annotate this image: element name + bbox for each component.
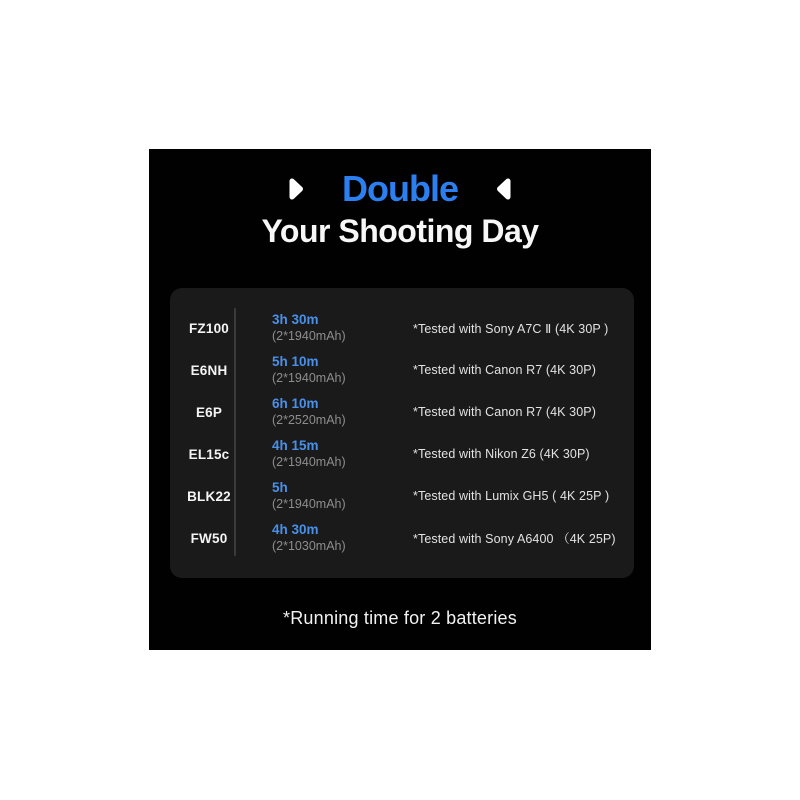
tested-note: *Tested with Sony A7C Ⅱ (4K 30P ): [413, 321, 609, 336]
pointer-right-icon: [288, 177, 304, 201]
runtime-table-panel: [170, 288, 634, 578]
runtime-value: 4h 30m: [272, 522, 319, 538]
column-divider: [234, 308, 236, 556]
battery-capacity: (2*1940mAh): [272, 328, 346, 343]
page-title: Your Shooting Day: [261, 213, 539, 249]
title-highlight: Double: [342, 168, 458, 209]
table-row: [170, 433, 634, 475]
promo-card: [149, 149, 651, 650]
title-row: [149, 168, 651, 209]
runtime-value: 3h 30m: [272, 312, 319, 328]
footnote: *Running time for 2 batteries: [283, 608, 517, 628]
runtime-value: 5h: [272, 480, 288, 496]
battery-model: FZ100: [188, 320, 230, 336]
runtime-cell: [234, 522, 413, 553]
table-row: [170, 391, 634, 433]
battery-model: EL15c: [188, 446, 230, 462]
tested-note: *Tested with Nikon Z6 (4K 30P): [413, 447, 590, 461]
table-row: [170, 307, 634, 349]
runtime-cell: [234, 312, 413, 343]
runtime-value: 6h 10m: [272, 396, 319, 412]
battery-model: FW50: [190, 530, 228, 546]
runtime-value: 4h 15m: [272, 438, 319, 454]
runtime-cell: [234, 480, 413, 511]
runtime-cell: [234, 354, 413, 385]
battery-model: E6P: [195, 404, 223, 420]
battery-model: E6NH: [190, 362, 228, 378]
battery-capacity: (2*1940mAh): [272, 454, 346, 469]
battery-capacity: (2*1030mAh): [272, 538, 346, 553]
table-row: [170, 475, 634, 517]
battery-capacity: (2*1940mAh): [272, 370, 346, 385]
battery-capacity: (2*1940mAh): [272, 496, 346, 511]
tested-note: *Tested with Canon R7 (4K 30P): [413, 405, 596, 419]
runtime-value: 5h 10m: [272, 354, 319, 370]
runtime-cell: [234, 396, 413, 427]
battery-capacity: (2*2520mAh): [272, 412, 346, 427]
runtime-cell: [234, 438, 413, 469]
table-row: [170, 517, 634, 559]
tested-note: *Tested with Lumix GH5 ( 4K 25P ): [413, 489, 610, 503]
tested-note: *Tested with Sony A6400 （4K 25P): [413, 532, 616, 546]
table-row: [170, 349, 634, 391]
pointer-left-icon: [496, 177, 512, 201]
tested-note: *Tested with Canon R7 (4K 30P): [413, 363, 596, 377]
battery-model: BLK22: [187, 488, 231, 504]
